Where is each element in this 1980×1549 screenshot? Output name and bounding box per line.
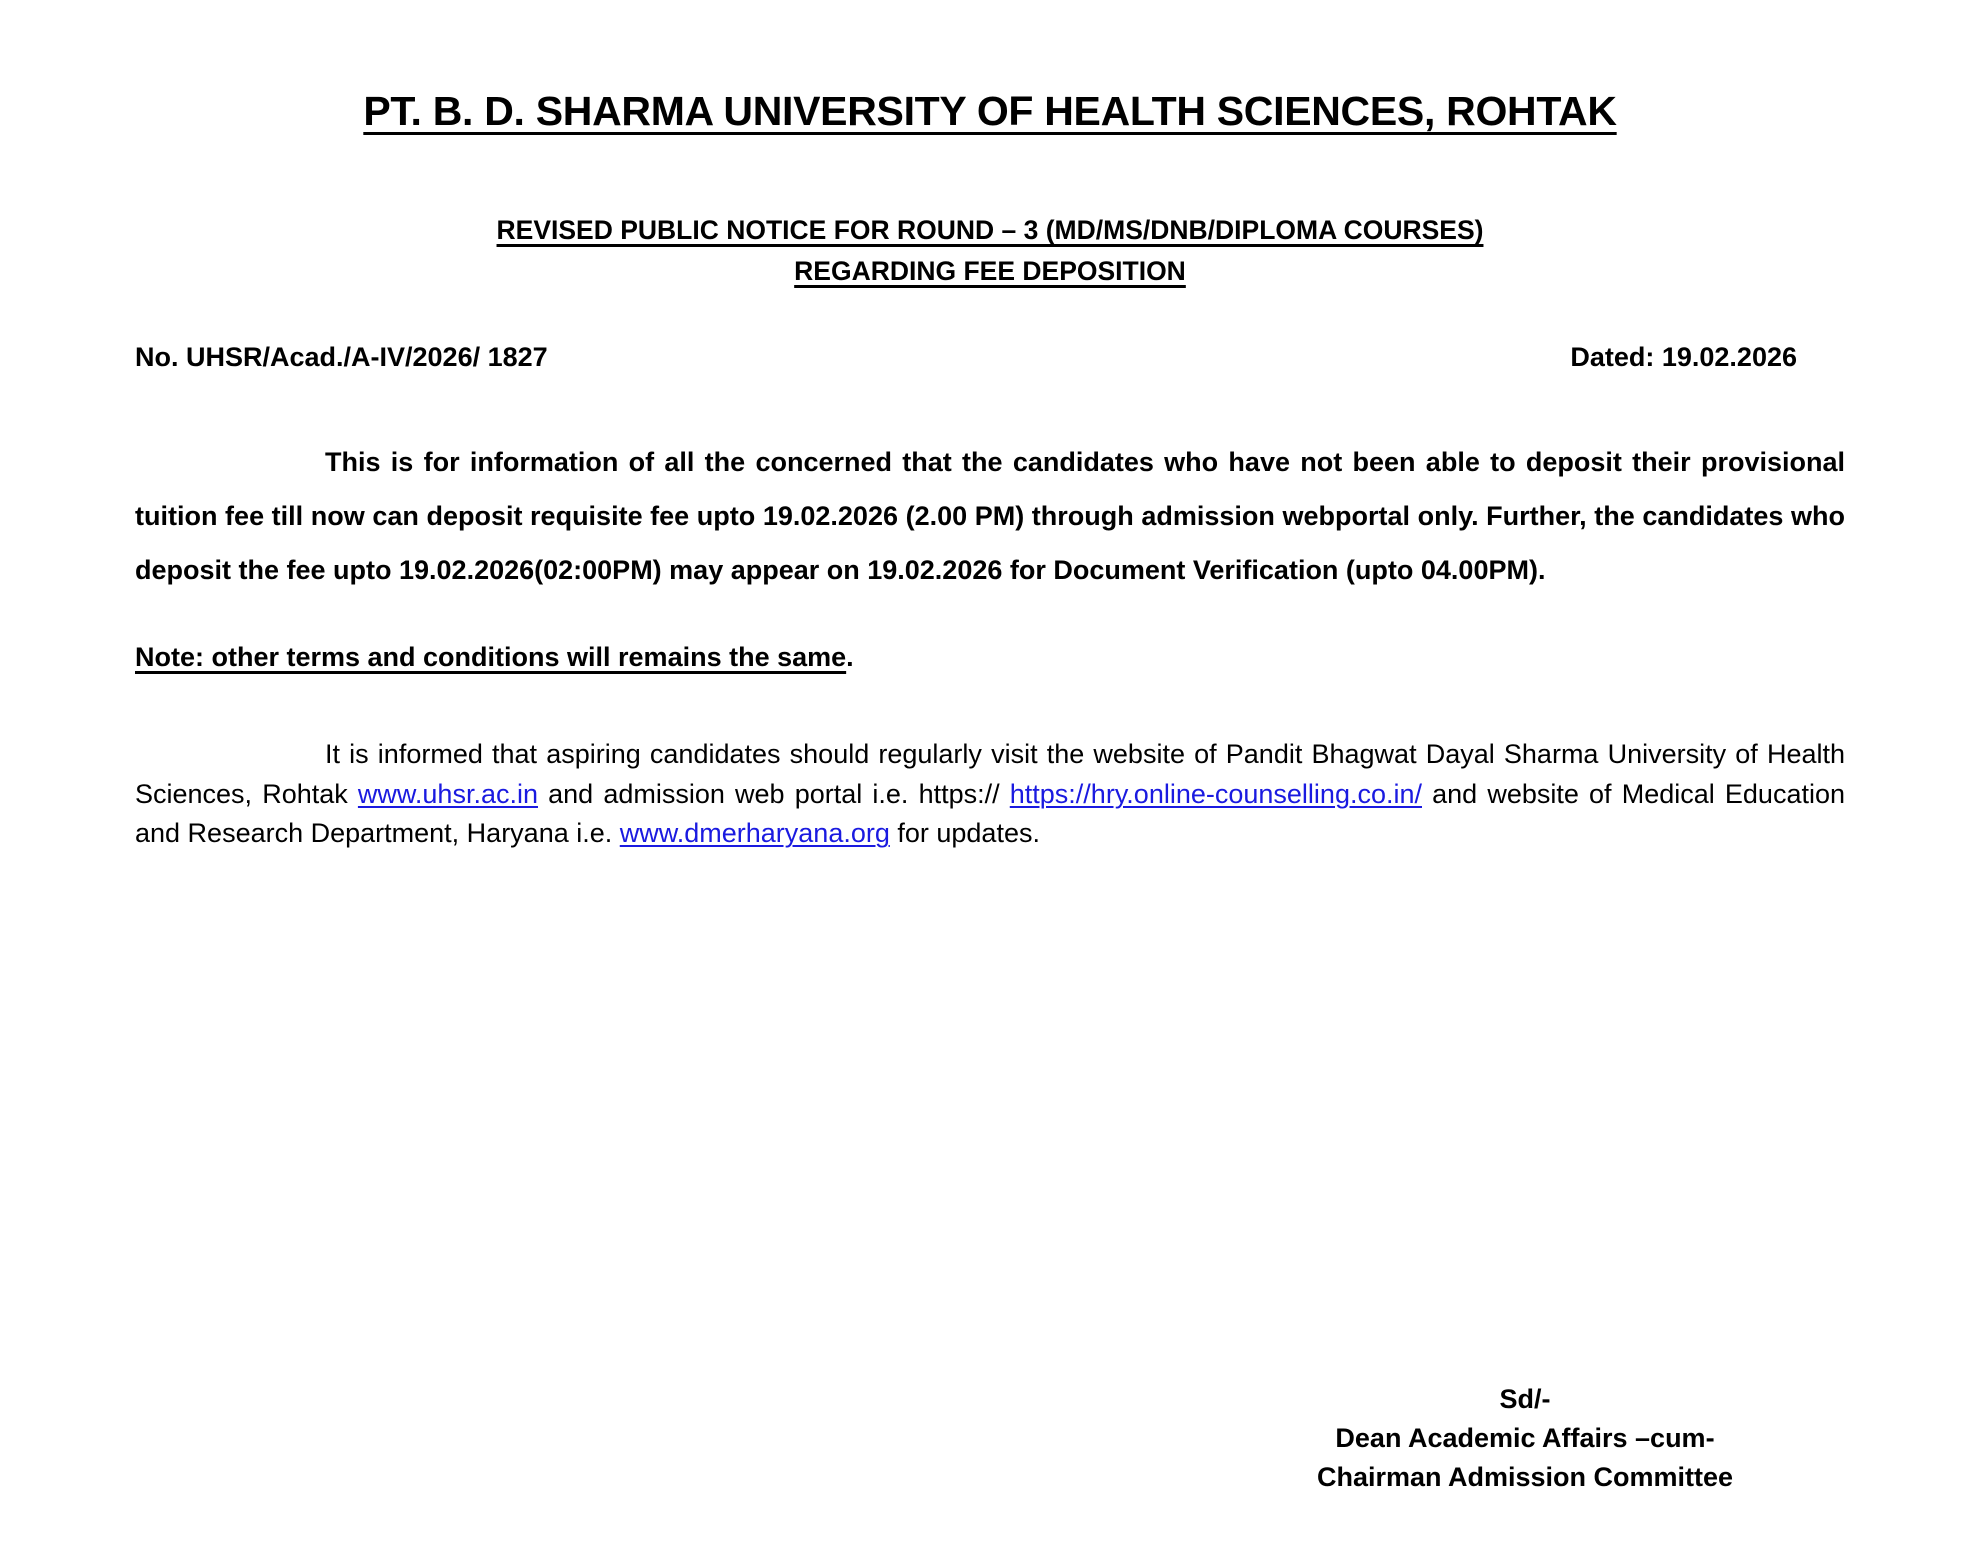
page-title: [135, 0, 1845, 135]
closing-paragraph: [135, 677, 1845, 854]
counselling-portal-link[interactable]: https://hry.online-counselling.co.in/: [1009, 778, 1422, 809]
reference-row: [135, 292, 1845, 373]
university-website-link[interactable]: www.uhsr.ac.in: [357, 778, 538, 809]
signature-block: [1205, 1380, 1845, 1497]
note-text: Note: other terms and conditions will remains the same: [135, 642, 847, 673]
closing-text-part-3: and website of Medical Education and Research Department, Haryana i.e.: [135, 778, 1845, 849]
dmer-haryana-link[interactable]: www.dmerharyana.org: [619, 818, 890, 849]
reference-number: No. UHSR/Acad./A-IV/2026/ 1827: [135, 342, 548, 373]
subtitle-line-2: REGARDING FEE DEPOSITION: [794, 256, 1186, 287]
signature-designation-line-1: Dean Academic Affairs –cum-: [1335, 1422, 1715, 1453]
closing-text-part-2: and admission web portal i.e. https://: [537, 778, 1010, 809]
subtitle-line-1: REVISED PUBLIC NOTICE FOR ROUND – 3 (MD/MS/DNB/DIPLOMA COURSES): [496, 215, 1484, 246]
note-period: .: [846, 642, 854, 673]
notice-subtitle: [135, 135, 1845, 292]
page-title-text: PT. B. D. SHARMA UNIVERSITY OF HEALTH SCIENCES, ROHTAK: [363, 88, 1617, 134]
closing-text-part-4: for updates.: [889, 818, 1040, 849]
signature-designation-line-2: Chairman Admission Committee: [1316, 1461, 1734, 1492]
body-paragraph: This is for information of all the concerned that the candidates who have not been able to deposit their provisional tuition fee till now can deposit requisite fee upto 19.02.2026 (2.00 PM) through admission webportal only. Further, the candidates who deposit the fee upto 19.02.2026(02:00PM) may appear on 19.02.2026 for Document Verification (upto 04.00PM).: [135, 447, 1845, 586]
closing-text-part-1: It is informed that aspiring candidates should regularly visit the website of Pandit Bhagwat Dayal Sharma University of Health Sciences, Rohtak: [135, 739, 1845, 809]
signature-sd: Sd/-: [1499, 1383, 1551, 1414]
note-line: [135, 597, 1845, 677]
notice-date: Dated: 19.02.2026: [1570, 342, 1797, 373]
